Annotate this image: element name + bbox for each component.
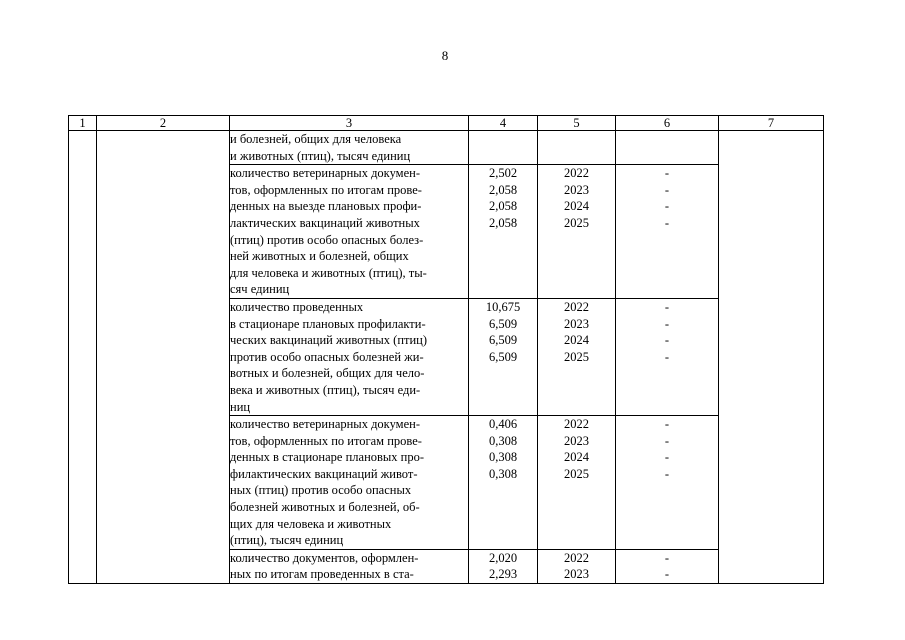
description-line: филактических вакцинаций живот-: [230, 466, 418, 481]
description-line: для человека и животных (птиц), ты-: [230, 265, 427, 280]
year-cell: 2023: [564, 316, 589, 331]
description-line: денных в стационаре плановых про-: [230, 450, 425, 465]
dash-cell: -: [664, 182, 670, 197]
description-line: ниц: [230, 399, 251, 414]
value-cell: 2,058: [488, 215, 518, 230]
cell-col1: [69, 131, 97, 584]
description-line: количество ветеринарных докумен-: [230, 166, 420, 181]
year-cell: 2022: [564, 299, 589, 314]
description-line: тов, оформленных по итогам прове-: [230, 182, 422, 197]
description-line: против особо опасных болезней жи-: [230, 349, 424, 364]
value-cell: 0,406: [488, 417, 518, 432]
description-line: денных на выезде плановых профи-: [230, 199, 422, 214]
page-number: 8: [441, 48, 449, 63]
description-line: вотных и болезней, общих для чело-: [230, 366, 425, 381]
year-cell: 2023: [564, 182, 589, 197]
year-cell: 2022: [564, 550, 589, 565]
value-cell: 0,308: [488, 466, 518, 481]
column-header-1: 1: [69, 116, 97, 131]
indicator-description: [230, 131, 469, 165]
description-line: в стационаре плановых профилакти-: [230, 316, 426, 331]
indicator-values: [469, 131, 538, 165]
description-line: количество ветеринарных докумен-: [230, 417, 420, 432]
dash-cell: -: [664, 215, 670, 230]
indicator-dashes: [616, 165, 719, 299]
value-cell: 2,502: [488, 166, 518, 181]
indicator-table: [68, 115, 824, 584]
description-line: и животных (птиц), тысяч единиц: [230, 148, 411, 163]
value-cell: 0,308: [488, 450, 518, 465]
column-header-6: 6: [616, 116, 719, 131]
dash-cell: -: [664, 450, 670, 465]
description-line: и болезней, общих для человека: [230, 132, 402, 146]
column-header-4: 4: [469, 116, 538, 131]
year-cell: 2025: [564, 466, 589, 481]
column-header-5: 5: [538, 116, 616, 131]
year-cell: 2024: [564, 450, 589, 465]
indicator-values: [469, 165, 538, 299]
column-header-7: 7: [719, 116, 824, 131]
indicator-dashes: [616, 416, 719, 550]
indicator-years: [538, 131, 616, 165]
column-header-3: 3: [230, 116, 469, 131]
dash-cell: -: [664, 316, 670, 331]
dash-cell: -: [664, 433, 670, 448]
value-cell: 2,293: [488, 567, 518, 582]
column-header-2: 2: [97, 116, 230, 131]
indicator-description: [230, 416, 469, 550]
dash-cell: -: [664, 466, 670, 481]
table-body: [69, 131, 824, 584]
year-cell: 2023: [564, 567, 589, 582]
indicator-values: [469, 416, 538, 550]
indicator-values: [469, 298, 538, 415]
description-line: (птиц) против особо опасных болез-: [230, 232, 424, 247]
description-line: ней животных и болезней, общих: [230, 249, 409, 264]
dash-cell: -: [664, 567, 670, 582]
description-line: века и животных (птиц), тысяч еди-: [230, 382, 421, 397]
value-cell: 6,509: [488, 316, 518, 331]
dash-cell: -: [664, 166, 670, 181]
dash-cell: -: [664, 417, 670, 432]
indicator-years: [538, 549, 616, 583]
value-cell: 2,058: [488, 182, 518, 197]
description-line: количество документов, оформлен-: [230, 550, 419, 565]
description-line: тов, оформленных по итогам прове-: [230, 433, 422, 448]
description-line: (птиц), тысяч единиц: [230, 533, 344, 548]
value-cell: 10,675: [485, 299, 521, 314]
year-cell: 2022: [564, 166, 589, 181]
indicator-years: [538, 165, 616, 299]
year-cell: 2022: [564, 417, 589, 432]
year-cell: 2024: [564, 333, 589, 348]
cell-col2: [97, 131, 230, 584]
value-cell: 6,509: [488, 333, 518, 348]
indicator-years: [538, 298, 616, 415]
description-line: щих для человека и животных: [230, 516, 392, 531]
dash-cell: -: [664, 333, 670, 348]
description-line: сяч единиц: [230, 282, 290, 297]
dash-cell: -: [664, 349, 670, 364]
year-cell: 2025: [564, 215, 589, 230]
indicator-dashes: [616, 298, 719, 415]
description-line: количество проведенных: [230, 299, 364, 314]
table-header-row: [69, 116, 824, 131]
dash-cell: -: [664, 199, 670, 214]
description-line: ных (птиц) против особо опасных: [230, 483, 412, 498]
value-cell: 2,058: [488, 199, 518, 214]
description-line: лактических вакцинаций животных: [230, 215, 420, 230]
cell-col7: [719, 131, 824, 584]
year-cell: 2025: [564, 349, 589, 364]
indicator-dashes: [616, 131, 719, 165]
indicator-values: [469, 549, 538, 583]
value-cell: 0,308: [488, 433, 518, 448]
dash-cell: -: [664, 550, 670, 565]
indicator-dashes: [616, 549, 719, 583]
table-row: [69, 131, 824, 165]
value-cell: 6,509: [488, 349, 518, 364]
value-cell: 2,020: [488, 550, 518, 565]
year-cell: 2023: [564, 433, 589, 448]
indicator-description: [230, 549, 469, 583]
year-cell: 2024: [564, 199, 589, 214]
description-line: ных по итогам проведенных в ста-: [230, 567, 414, 582]
description-line: ческих вакцинаций животных (птиц): [230, 333, 428, 348]
indicator-description: [230, 298, 469, 415]
indicator-description: [230, 165, 469, 299]
indicator-years: [538, 416, 616, 550]
dash-cell: -: [664, 299, 670, 314]
description-line: болезней животных и болезней, об-: [230, 500, 420, 515]
